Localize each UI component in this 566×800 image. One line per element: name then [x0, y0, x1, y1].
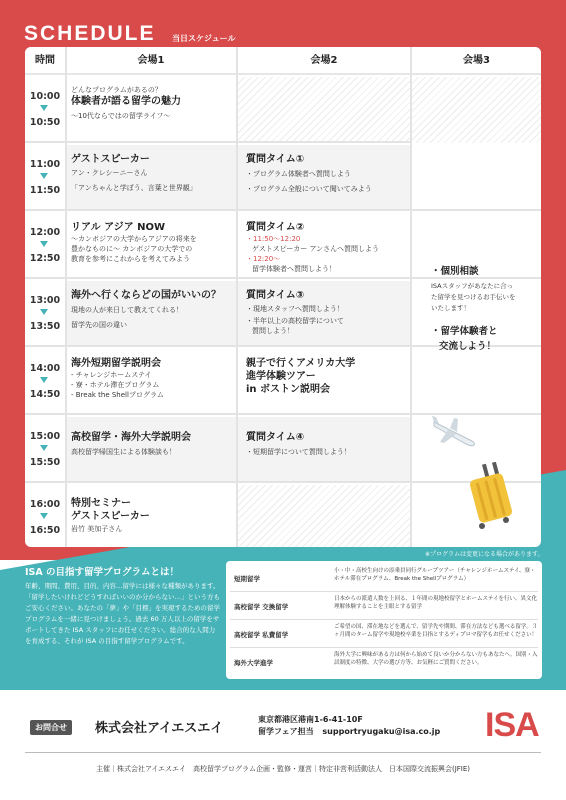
session-title: 高校留学・海外大学説明会 [71, 432, 191, 443]
session-title: ゲストスピーカー [71, 154, 150, 165]
program-table [226, 561, 542, 679]
table-header [25, 47, 541, 75]
end-time: 16:50 [29, 525, 61, 536]
venue2-empty [238, 77, 410, 141]
column-divider [236, 47, 238, 547]
company-address: 東京都港区港南1-6-41-10F [258, 715, 363, 724]
session-line: 留学先の国の違い [71, 321, 127, 329]
program-desc: 海外大学に興味がある方は何から始めて良いか分からない方もあなたへ。国別・入試制度の特徴、大学の選び方等、お気軽にご質問ください。 [334, 652, 538, 666]
venue1-session [65, 281, 236, 345]
session-line: 豊かなものに〜 カンボジアの大学での [71, 245, 193, 253]
down-arrow-icon [40, 377, 48, 383]
end-time: 14:50 [29, 389, 61, 400]
time-slot [25, 145, 65, 211]
session-line: - 寮・ホテル滞在プログラム [71, 381, 160, 389]
session-line: 留学体験者へ質問しよう！ [252, 265, 336, 273]
program-label: 海外大学進学 [234, 659, 273, 667]
header-time: 時間 [35, 55, 55, 66]
page-title: SCHEDULE [24, 22, 156, 45]
program-row [230, 593, 538, 620]
session-title: 体験者が語る留学の魅力 [71, 96, 181, 107]
program-desc: 小・中・高校生向けの添乗員同行グループツアー（チャレンジホームステイ、寮・ホテル滞在プログラム、Break the Shellプログラム） [334, 568, 536, 582]
program-row [230, 565, 538, 592]
down-arrow-icon [40, 241, 48, 247]
session-line: 教育を参考にこれからを考えてみよう [71, 255, 190, 263]
down-arrow-icon [40, 105, 48, 111]
program-label: 高校留学 交換留学 [234, 603, 289, 611]
airplane-icon [430, 412, 478, 448]
program-row [230, 621, 538, 648]
column-divider [65, 47, 67, 547]
venue1-session [65, 485, 236, 547]
venue3-item-exchange: ・留学体験者と [431, 326, 498, 337]
about-section [25, 564, 221, 647]
venue2-session [238, 145, 410, 209]
session-time: ・11:50〜12:20 [246, 235, 301, 243]
venue2-session [238, 349, 410, 413]
session-title: 進学体験ツアー [246, 371, 316, 382]
about-body: 年齢、期間、費用、目的、内容…留学には様々な種類があります。「留学したいけれどどうすればいいのか分からない…」という方もご安心ください。あなたの「夢」や「目標」を実現するための留学プログラムを一緒に見つけましょう。過去 60 万人以上の留学をサポートしてきた ISA スタッフにお任せください。総合的な人間力を育成する、それが ISA の目指す留学プログラムです。 [25, 582, 220, 645]
venue2-session [238, 281, 410, 345]
session-line: 質問しよう！ [252, 327, 294, 335]
session-line: ・プログラム体験者へ質問しよう [246, 170, 351, 178]
venue2-empty [238, 485, 410, 547]
start-time: 16:00 [29, 499, 61, 510]
footer-organizers: 主催｜株式会社アイエスエイ 高校留学プログラム企画・監修・運営｜特定非営利活動法人 日本国際交流振興会(JFIE) [95, 765, 471, 773]
venue3-session [425, 264, 524, 354]
time-slot [25, 349, 65, 415]
session-title: 質問タイム① [246, 154, 305, 165]
session-time: ・12:20〜 [246, 255, 281, 263]
time-slot [25, 281, 65, 347]
session-subtitle: 〜10代ならではの留学ライフ〜 [71, 112, 171, 120]
change-note: ※プログラムは変更になる場合があります。 [425, 551, 544, 558]
session-line: 〜カンボジアの大学からアジアの将来を [71, 235, 197, 243]
session-line: ・現地スタッフへ質問しよう！ [246, 305, 344, 313]
down-arrow-icon [40, 445, 48, 451]
session-title: 特別セミナー [71, 498, 131, 509]
program-desc: ご希望の国、滞在地などを選んで、留学先や期間、滞在方法なども選べる留学。３ヶ月間のターム留学や現地校卒業を目指とするディプロマ留学もお任せください！ [334, 624, 538, 638]
venue1-session [65, 213, 236, 277]
venue3-empty [412, 77, 541, 143]
down-arrow-icon [40, 513, 48, 519]
page-subtitle: 当日スケジュール [172, 34, 236, 43]
venue1-session [65, 145, 236, 209]
session-line: ・プログラム全般について聞いてみよう [246, 185, 372, 193]
about-heading: ISA の目指す留学プログラムとは！ [25, 567, 179, 578]
session-line: 高校留学帰国生による体験談も！ [71, 448, 176, 456]
time-slot [25, 213, 65, 279]
session-title: 海外短期留学説明会 [71, 358, 161, 369]
start-time: 10:00 [29, 91, 61, 102]
session-title: 海外へ行くならどの国がいいの？ [71, 290, 221, 301]
session-title: in ボストン説明会 [246, 384, 331, 395]
start-time: 12:00 [29, 227, 61, 238]
session-line: ・短期留学について質問しよう！ [246, 448, 351, 456]
end-time: 12:50 [29, 253, 61, 264]
venue1-session [65, 349, 236, 413]
venue3-item-exchange-2: 交流しよう！ [439, 341, 497, 352]
session-title: 質問タイム③ [246, 290, 305, 301]
session-title: 質問タイム④ [246, 432, 305, 443]
header-venue3: 会場3 [463, 55, 490, 66]
venue1-session [65, 417, 236, 481]
schedule-row [25, 145, 541, 211]
suitcase-icon [462, 462, 522, 532]
contact-section [25, 706, 541, 762]
start-time: 15:00 [29, 431, 61, 442]
program-desc: 日本からの派遣人数を上回る、１年間の現地校留学とホームステイを行い、異文化理解体験することを主眼とする留学 [334, 596, 538, 610]
start-time: 14:00 [29, 363, 61, 374]
session-title: 質問タイム② [246, 222, 305, 233]
program-label: 高校留学 私費留学 [234, 631, 289, 639]
time-slot [25, 485, 65, 547]
speaker-name: アン・クレシーニーさん [71, 169, 148, 177]
end-time: 13:50 [29, 321, 61, 332]
company-name: 株式会社アイエスエイ [95, 721, 224, 736]
session-title: リアル アジア NOW [71, 222, 166, 233]
start-time: 13:00 [29, 295, 61, 306]
header-venue1: 会場1 [137, 55, 165, 66]
venue2-session [238, 213, 410, 277]
contact-badge: お問合せ [30, 720, 72, 735]
session-line: ・半年以上の高校留学について [246, 317, 344, 325]
header-venue2: 会場2 [310, 55, 338, 66]
column-divider [410, 47, 412, 547]
end-time: 11:50 [29, 185, 61, 196]
end-time: 15:50 [29, 457, 61, 468]
contact-line [258, 726, 440, 737]
session-line: 現地の人が来日して教えてくれる！ [71, 306, 183, 314]
venue2-session [238, 417, 410, 481]
session-line: - Break the Shellプログラム [71, 391, 164, 399]
down-arrow-icon [40, 173, 48, 179]
session-title: 親子で行くアメリカ大学 [246, 358, 356, 369]
start-time: 11:00 [29, 159, 61, 170]
venue3-item-consult: ・個別相談 [431, 266, 479, 277]
footer-divider [25, 752, 541, 753]
venue1-session [65, 77, 236, 141]
schedule-row [25, 349, 541, 415]
down-arrow-icon [40, 309, 48, 315]
contact-email[interactable]: supportryugaku@isa.co.jp [322, 727, 441, 736]
session-lead: どんなプログラムがあるの？ [71, 86, 162, 94]
time-slot [25, 77, 65, 143]
speaker-name: 岩竹 美加子さん [71, 525, 123, 533]
end-time: 10:50 [29, 117, 61, 128]
session-subtitle: 「アンちゃんと学ぼう、言葉と世界観」 [71, 184, 197, 192]
session-title: ゲストスピーカー [71, 511, 150, 522]
time-slot [25, 417, 65, 483]
session-line: - チャレンジホームステイ [71, 371, 152, 379]
isa-logo: ISA [485, 706, 539, 744]
contact-dept: 留学フェア担当 [258, 727, 314, 736]
program-label: 短期留学 [234, 575, 260, 583]
venue3-desc: ISAスタッフがあなたに合った留学を見つけるお手伝いをいたします！ [431, 282, 516, 312]
program-row [230, 649, 538, 676]
session-line: ゲストスピーカー アンさんへ質問しよう [252, 245, 380, 253]
